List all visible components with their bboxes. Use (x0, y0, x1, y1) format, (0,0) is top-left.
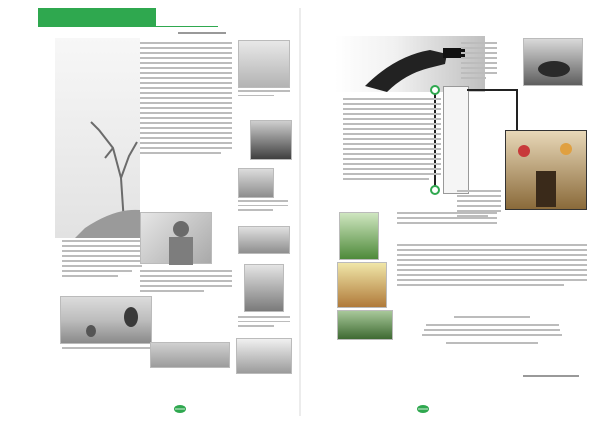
photo-farmer-standing (244, 264, 284, 312)
right-side-text-top-lines (461, 42, 497, 82)
section-header-bar (38, 8, 156, 26)
left-page (0, 0, 299, 423)
left-byline-rule (178, 32, 226, 34)
photo-field-workers-caption (62, 347, 152, 352)
left-title-panel (55, 38, 140, 238)
left-body-col1-lines (140, 42, 232, 157)
photo-tree-top (238, 40, 290, 88)
photo-children-group (238, 226, 290, 254)
left-body-col1-lower (140, 270, 232, 295)
right-page (301, 0, 600, 423)
right-page-marker (417, 399, 429, 409)
photo-person-black (250, 120, 292, 160)
photo-crowd (150, 342, 230, 368)
photo-well (523, 38, 583, 86)
caption-bicycle (238, 200, 288, 214)
photo-old-farmer (140, 212, 212, 264)
left-body-col2-lines (238, 316, 290, 330)
right-body-lines-3 (397, 244, 587, 289)
right-closing-lines (397, 316, 587, 347)
photo-field-workers (60, 296, 152, 344)
photo-seedling-trays (337, 310, 393, 340)
photo-green-sprouts (339, 212, 379, 260)
left-intro-placeholder (62, 240, 142, 280)
right-body-lines-2 (397, 212, 497, 227)
photo-landscape-bottom (236, 338, 292, 374)
dead-tree-illustration (55, 38, 140, 238)
photo-woman-with-crop (337, 262, 387, 308)
leaf-page-marker-icon (174, 404, 186, 414)
leaf-page-marker-icon (417, 404, 429, 414)
caption-tree-top (238, 90, 290, 99)
photo-bicycle-rider (238, 168, 274, 198)
left-page-marker (174, 399, 186, 409)
right-footer-byline-rule (523, 375, 579, 377)
header-rule (38, 26, 218, 27)
photo-crowd-at-well (505, 130, 587, 210)
right-body-lines-1 (343, 98, 441, 183)
